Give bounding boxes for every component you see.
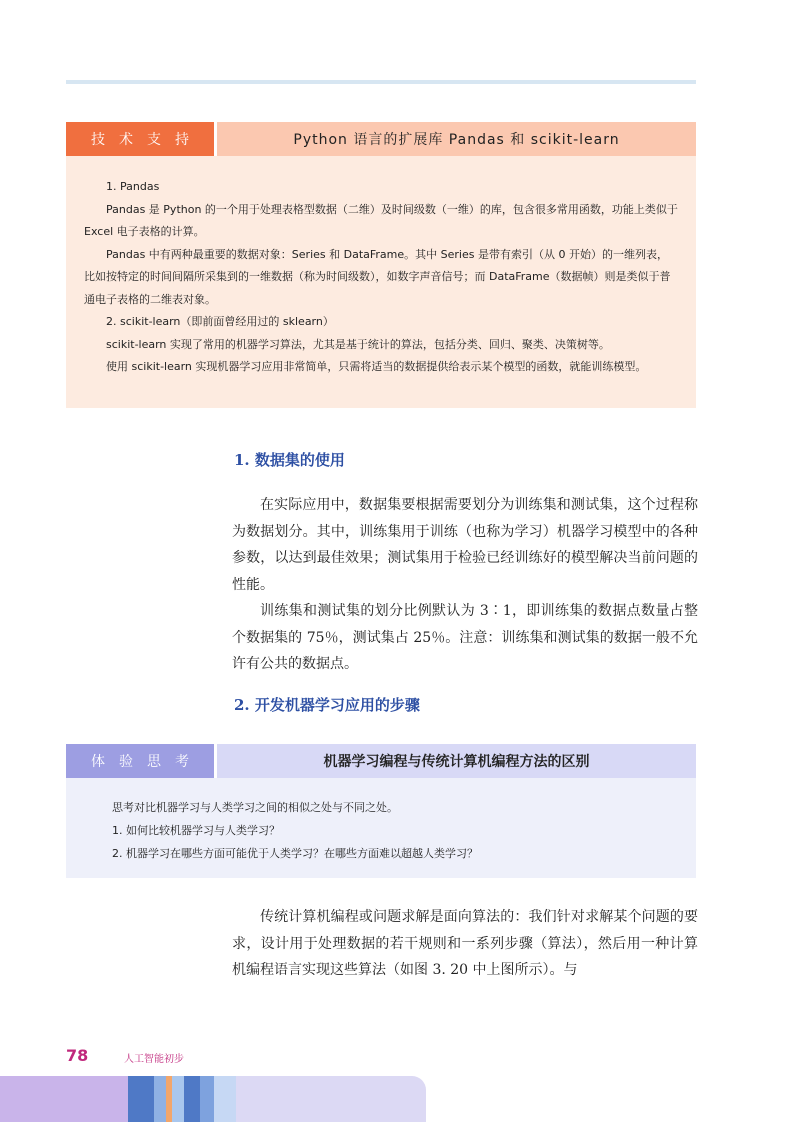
tech-paragraph: Pandas 是 Python 的一个用于处理表格型数据（二维）及时间级数（一维）的库，包含很多常用函数，功能上类似于 Excel 电子表格的计算。 xyxy=(84,202,678,238)
experience-line: 思考对比机器学习与人类学习之间的相似之处与不同之处。 xyxy=(112,801,398,814)
experience-tag: 体验思考 xyxy=(66,744,214,778)
experience-line: 2. 机器学习在哪些方面可能优于人类学习？在哪些方面难以超越人类学习？ xyxy=(112,847,478,860)
experience-line: 1. 如何比较机器学习与人类学习？ xyxy=(112,824,280,837)
section-2-heading: 2. 开发机器学习应用的步骤 xyxy=(234,696,420,714)
tech-support-body xyxy=(66,156,696,408)
top-divider xyxy=(66,80,696,84)
body-paragraph: 传统计算机编程或问题求解是面向算法的：我们针对求解某个问题的要求，设计用于处理数据的若干规则和一系列步骤（算法），然后用一种计算机编程语言实现这些算法（如图 3. 20 中上图所示）。与 xyxy=(232,909,698,978)
tech-paragraph: scikit-learn 实现了常用的机器学习算法，尤其是基于统计的算法，包括分类、回归、聚类、决策树等。 xyxy=(106,337,610,351)
body-paragraph: 在实际应用中，数据集要根据需要划分为训练集和测试集，这个过程称为数据划分。其中，训练集用于训练（也称为学习）机器学习模型中的各种参数，以达到最佳效果；测试集用于检验已经训练好的模型解决当前问题的性能。 xyxy=(232,497,698,593)
tech-paragraph: Pandas 中有两种最重要的数据对象：Series 和 DataFrame。其中 Series 是带有索引（从 0 开始）的一维列表，比如按特定的时间间隔所采集到的一维数据（称为时间级数），如数字声音信号；而 DataFrame（数据帧）则是类似于普通电子表格的二维表对象。 xyxy=(84,247,671,306)
page-number: 78 xyxy=(66,1046,89,1065)
tech-support-header xyxy=(66,122,696,156)
tech-paragraph: 1. Pandas xyxy=(106,180,160,193)
tech-paragraph: 使用 scikit-learn 实现机器学习应用非常简单，只需将适当的数据提供给表示某个模型的函数，就能训练模型。 xyxy=(106,360,647,373)
experience-body xyxy=(66,778,696,878)
tech-paragraph: 2. scikit-learn（即前面曾经用过的 sklearn） xyxy=(106,315,334,328)
book-title: 人工智能初步 xyxy=(124,1054,184,1065)
experience-title: 机器学习编程与传统计算机编程方法的区别 xyxy=(214,744,696,778)
section-1-heading: 1. 数据集的使用 xyxy=(234,451,345,469)
body-paragraph: 训练集和测试集的划分比例默认为 3∶1，即训练集的数据点数量占整个数据集的 75％，测试集占 25％。注意：训练集和测试集的数据一般不允许有公共的数据点。 xyxy=(232,603,698,672)
section-2-body xyxy=(232,904,698,984)
tech-support-tag: 技术支持 xyxy=(66,122,214,156)
footer-decoration xyxy=(0,1076,800,1122)
experience-header xyxy=(66,744,696,778)
tech-support-title: Python 语言的扩展库 Pandas 和 scikit-learn xyxy=(214,122,696,156)
section-1-body xyxy=(232,492,698,678)
